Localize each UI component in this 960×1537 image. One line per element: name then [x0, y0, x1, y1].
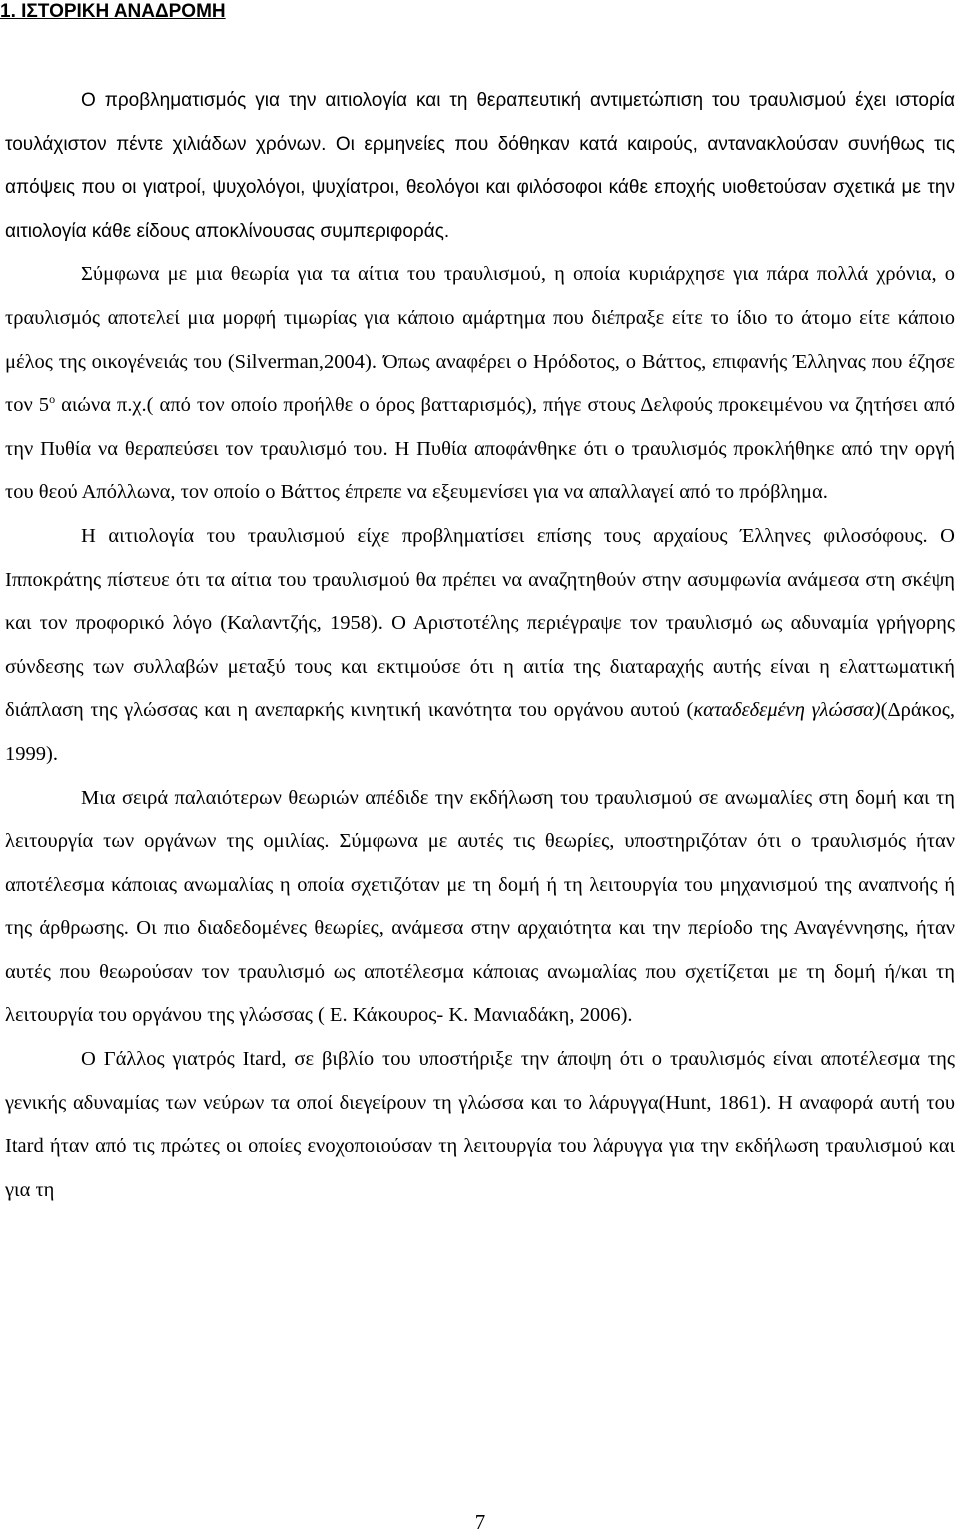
superscript-ordinal: ο	[49, 392, 56, 407]
paragraph-2-part-2: αιώνα π.χ.( από τον οποίο προήλθε ο όρος βατταρισμός), πήγε στους Δελφούς προκειμένου να ζητήσει από την Πυθία να θεραπεύσει τον τραυλισμό του. Η Πυθία αποφάνθηκε ότι ο τραυλισμός προκλήθηκε από την οργή του θεού Απόλλωνα, τον οποίο ο Βάττος έπρεπε να εξευμενίσει για να απαλλαγεί από το πρόβλημα.	[5, 394, 955, 504]
paragraph-4: Μια σειρά παλαιότερων θεωριών απέδιδε την εκδήλωση του τραυλισμού σε ανωμαλίες στη δομή και τη λειτουργία των οργάνων της ομιλίας. Σύμφωνα με αυτές τις θεωρίες, υποστηριζόταν ότι ο τραυλισμός ήταν αποτέλεσμα κάποιας ανωμαλίας η οποία σχετιζόταν με τη δομή ή τη λειτουργία του μηχανισμού της αναπνοής ή της άρθρωσης. Οι πιο διαδεδομένες θεωρίες, ανάμεσα στην αρχαιότητα και την περίοδο της Αναγέννησης, ήταν αυτές που θεωρούσαν τον τραυλισμό ως αποτέλεσμα κάποιας ανωμαλίας που σχετίζεται με τη δομή ή/και τη λειτουργία του οργάνου της γλώσσας ( Ε. Κάκουρος- Κ. Μανιαδάκη, 2006).	[5, 786, 955, 1027]
paragraph-5: Ο Γάλλος γιατρός Itard, σε βιβλίο του υποστήριξε την άποψη ότι ο τραυλισμός είναι αποτέλεσμα της γενικής αδυναμίας των νεύρων τα οποί διεγείρουν τη γλώσσα και το λάρυγγα(Hunt, 1861). Η αναφορά αυτή του Itard ήταν από τις πρώτες οι οποίες ενοχοποιούσαν τη λειτουργία του λάρυγγα για την εκδήλωση τραυλισμού και για τη	[5, 1048, 955, 1201]
page-number: 7	[474, 1510, 486, 1534]
paragraph-3	[5, 515, 955, 777]
document-body	[5, 79, 955, 1212]
italic-term: καταδεδεμένη γλώσσα)	[693, 699, 881, 722]
paragraph-2-part-1: Σύμφωνα με μια θεωρία για τα αίτια του τραυλισμού, η οποία κυριάρχησε για πάρα πολλά χρόνια, ο τραυλισμός αποτελεί μια μορφή τιμωρίας για κάποιο αμάρτημα που διέπραξε είτε το ίδιο το άτομο είτε κάποιο μέλος της οικογένειάς του (Silverman,2004). Όπως αναφέρει ο Ηρόδοτος, ο Βάττος, επιφανής Έλληνας που έζησε τον 5	[5, 263, 955, 417]
paragraph-3-citation: (Δράκος, 1999).	[5, 699, 955, 765]
section-heading: 1. ΙΣΤΟΡΙΚΗ ΑΝΑΔΡΟΜΗ	[0, 1, 226, 22]
paragraph-3-part-1: Η αιτιολογία του τραυλισμού είχε προβληματίσει επίσης τους αρχαίους Έλληνες φιλοσόφους. Ο Ιπποκράτης πίστευε ότι τα αίτια του τραυλισμού θα πρέπει να αναζητηθούν στην ασυμφωνία ανάμεσα στη σκέψη και τον προφορικό λόγο (Καλαντζής, 1958). Ο Αριστοτέλης περιέγραψε τον τραυλισμό ως αδυναμία γρήγορης σύνδεσης των συλλαβών μεταξύ τους και εκτιμούσε ότι η αιτία της διαταραχής αυτής είναι η ελαττωματική διάπλαση της γλώσσας και η ανεπαρκής κινητική ικανότητα του οργάνου αυτού (	[5, 524, 955, 722]
paragraph-2	[5, 253, 955, 515]
paragraph-1: Ο προβληματισμός για την αιτιολογία και τη θεραπευτική αντιμετώπιση του τραυλισμού έχει ιστορία τουλάχιστον πέντε χιλιάδων χρόνων. Οι ερμηνείες που δόθηκαν κατά καιρούς, αντανακλούσαν συνήθως τις απόψεις που οι γιατροί, ψυχολόγοι, ψυχίατροι, θεολόγοι και φιλόσοφοι κάθε εποχής υιοθετούσαν σχετικά με την αιτιολογία κάθε είδους αποκλίνουσας συμπεριφοράς.	[5, 90, 955, 242]
